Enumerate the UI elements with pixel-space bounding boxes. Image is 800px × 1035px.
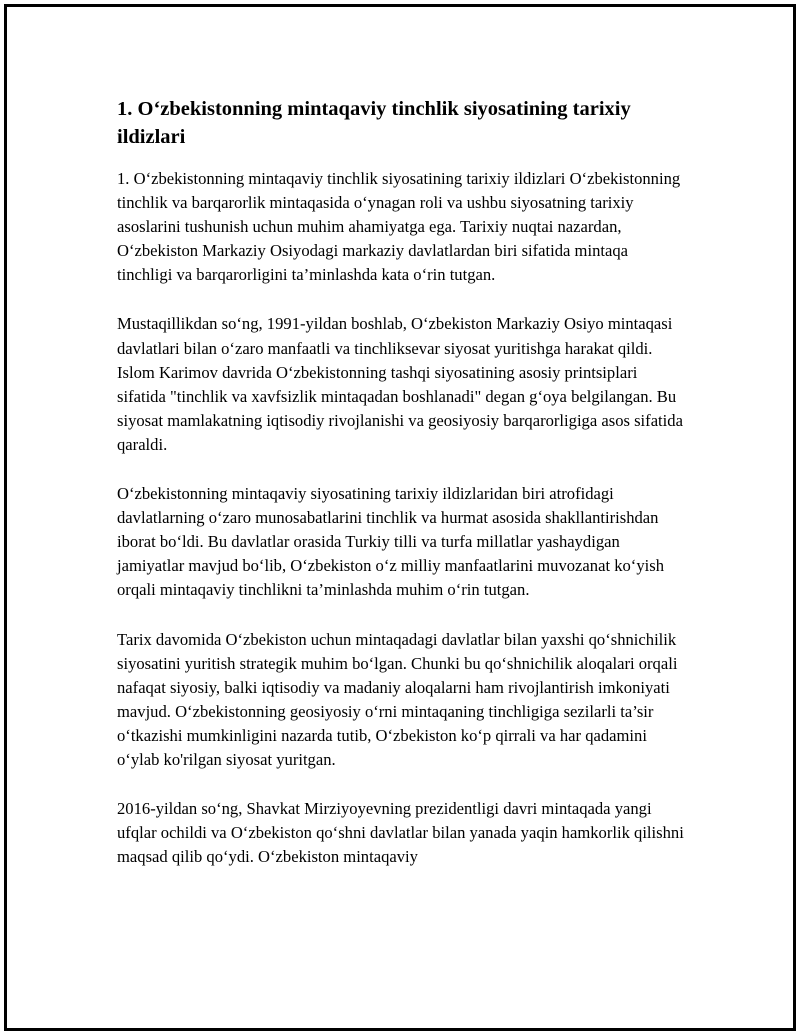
- paragraph-4: Tarix davomida O‘zbekiston uchun mintaqadagi davlatlar bilan yaxshi qo‘shnichilik siyosatini yuritish strategik muhim bo‘lgan. Chunki bu qo‘shnichilik aloqalari orqali nafaqat siyosiy, balki iqtisodiy va madaniy aloqalarni ham rivojlantirish imkoniyati mavjud. O‘zbekistonning geosiyosiy o‘rni mintaqaning tinchligiga sezilarli ta’sir o‘tkazishi mumkinligini nazarda tutib, O‘zbekiston ko‘p qirrali va har qadamini o‘ylab ko'rilgan siyosat yuritgan.: [117, 629, 678, 769]
- paragraph-1: 1. O‘zbekistonning mintaqaviy tinchlik siyosatining tarixiy ildizlari O‘zbekistonning tinchlik va barqarorlik mintaqasida o‘ynagan roli va ushbu siyosatning tarixiy asoslarini tushunish uchun muhim ahamiyatga ega. Tarixiy nuqtai nazardan, O‘zbekiston Markaziy Osiyodagi markaziy davlatlardan biri sifatida mintaqa tinchligi va barqarorligini ta’minlashda kata o‘rin tutgan.: [117, 169, 681, 285]
- document-title: 1. O‘zbekistonning mintaqaviy tinchlik siyosatining tarixiy ildizlari: [117, 98, 631, 148]
- document-body: [117, 95, 687, 894]
- paragraph-5: 2016-yildan so‘ng, Shavkat Mirziyoyevning prezidentligi davri mintaqada yangi ufqlar ochildi va O‘zbekiston qo‘shni davlatlar bilan yanada yaqin hamkorlik qilishni maqsad qilib qo‘ydi. O‘zbekiston mintaqaviy: [117, 799, 684, 867]
- paragraph-2: Mustaqillikdan so‘ng, 1991-yildan boshlab, O‘zbekiston Markaziy Osiyo mintaqasi davlatlari bilan o‘zaro manfaatli va tinchliksevar siyosat yuritishga harakat qildi. Islom Karimov davrida O‘zbekistonning tashqi siyosatining asosiy printsiplari sifatida "tinchlik va xavfsizlik mintaqadan boshlanadi" degan g‘oya belgilangan. Bu siyosat mamlakatning iqtisodiy rivojlanishi va geosiyosiy barqarorligiga asos sifatida qaraldi.: [117, 314, 683, 454]
- paragraph-3: O‘zbekistonning mintaqaviy siyosatining tarixiy ildizlaridan biri atrofidagi davlatlarning o‘zaro munosabatlarini tinchlik va hurmat asosida shakllantirishdan iborat bo‘ldi. Bu davlatlar orasida Turkiy tilli va turfa millatlar yashaydigan jamiyatlar mavjud bo‘lib, O‘zbekiston o‘z milliy manfaatlarini muvozanat ko‘yish orqali mintaqaviy tinchlikni ta’minlashda muhim o‘rin tutgan.: [117, 484, 664, 600]
